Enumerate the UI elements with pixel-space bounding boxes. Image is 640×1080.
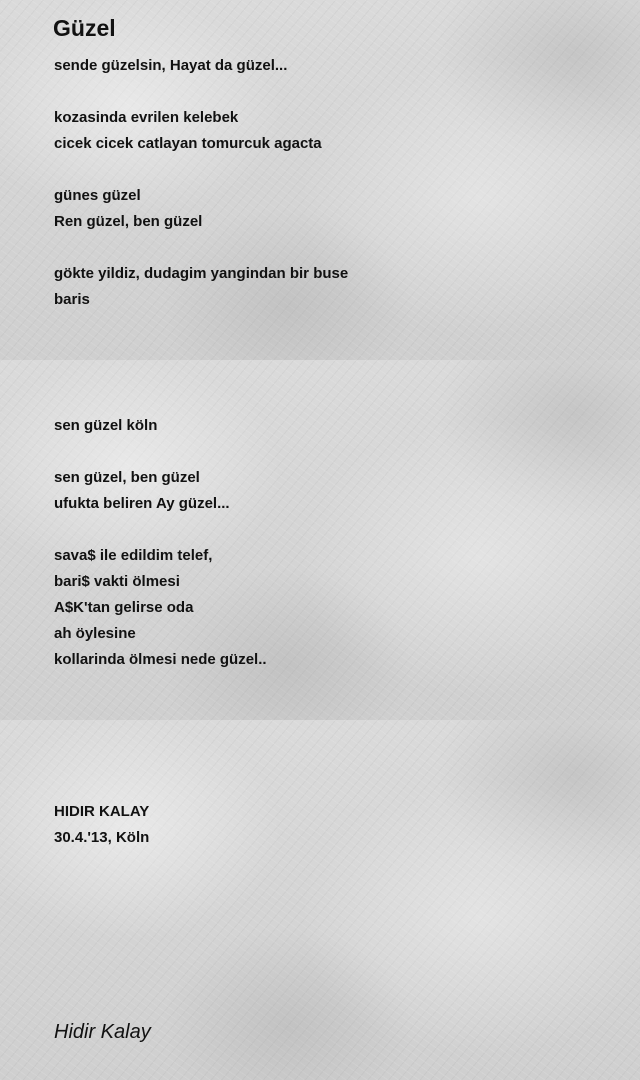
poem-line: sava$ ile edildim telef, <box>54 547 213 564</box>
poem-line: ah öylesine <box>54 625 136 642</box>
author-signature: Hidir Kalay <box>54 1021 151 1043</box>
poem-line: ufukta beliren Ay güzel... <box>54 495 230 512</box>
poem-date-place: 30.4.'13, Köln <box>54 829 150 846</box>
poem-line: baris <box>54 291 90 308</box>
poem-line: gökte yildiz, dudagim yangindan bir buse <box>54 265 349 282</box>
poem-line: sende güzelsin, Hayat da güzel... <box>54 57 288 74</box>
poem-line: bari$ vakti ölmesi <box>54 573 180 590</box>
poem-line: kozasinda evrilen kelebek <box>54 109 239 126</box>
poem-author-name: HIDIR KALAY <box>54 803 150 820</box>
poem-line: sen güzel, ben güzel <box>54 469 200 486</box>
poem-line: sen güzel köln <box>54 417 158 434</box>
poem-line: Ren güzel, ben güzel <box>54 213 203 230</box>
poem-title: Güzel <box>53 15 116 41</box>
poem-line: günes güzel <box>54 187 141 204</box>
poem-line: kollarinda ölmesi nede güzel.. <box>54 651 267 668</box>
poem-line: A$K'tan gelirse oda <box>54 599 194 616</box>
poem-line: cicek cicek catlayan tomurcuk agacta <box>54 135 322 152</box>
